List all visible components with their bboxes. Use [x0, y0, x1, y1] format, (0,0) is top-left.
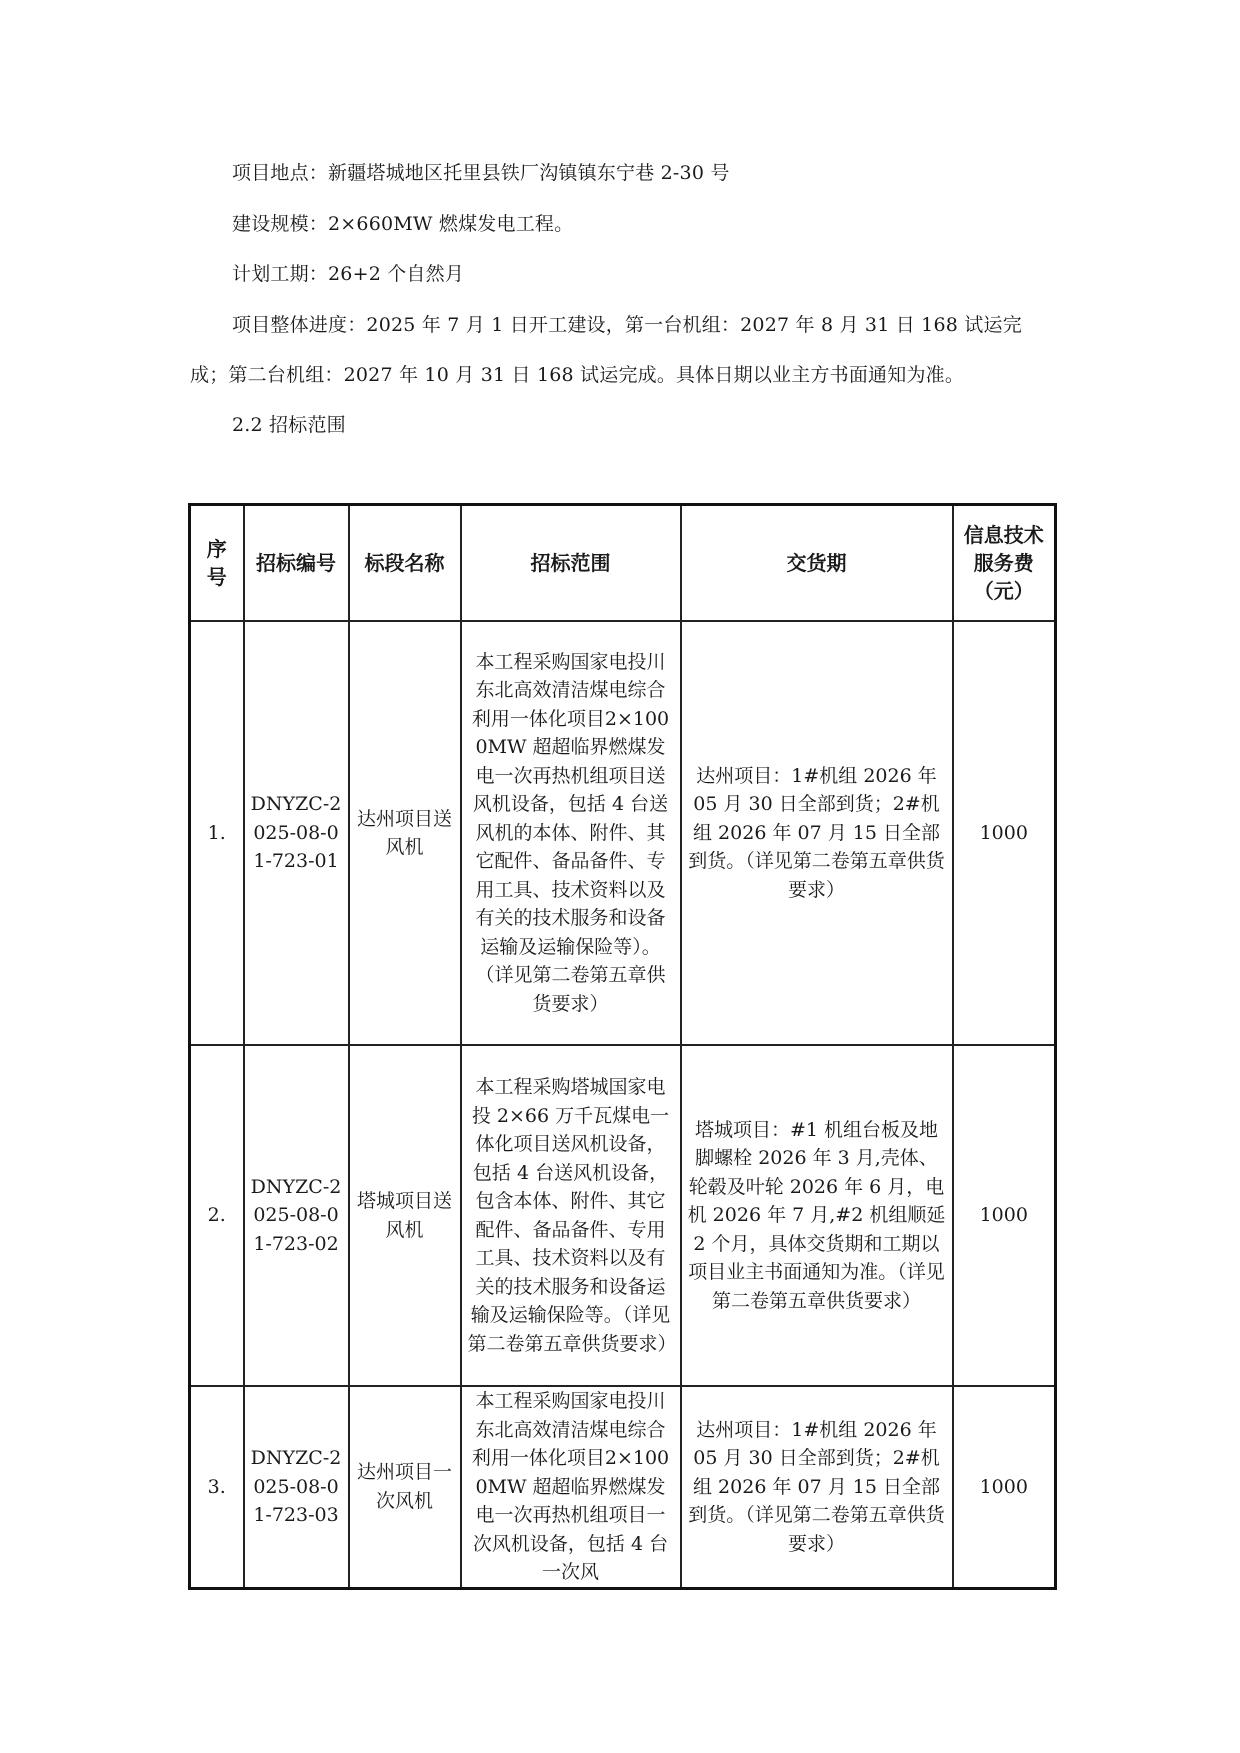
project-location: 项目地点：新疆塔城地区托里县铁厂沟镇镇东宁巷 2-30 号 [232, 162, 730, 184]
cell-delivery: 达州项目：1#机组 2026 年 05 月 30 日全部到货；2#机组 2026 年 07 月 15 日全部到货。（详见第二卷第五章供货要求） [681, 621, 953, 1045]
cell-delivery: 塔城项目：#1 机组台板及地脚螺栓 2026 年 3 月,壳体、轮毂及叶轮 2026 年 6 月，电机 2026 年 7 月,#2 机组顺延 2 个月，具体交货期和工期以项目业主书面通知为准。（详见第二卷第五章供货要求） [681, 1045, 953, 1386]
planned-period: 计划工期：26+2 个自然月 [232, 263, 465, 285]
cell-scope: 本工程采购国家电投川东北高效清洁煤电综合利用一体化项目2×1000MW 超超临界燃煤发电一次再热机组项目一次风机设备，包括 4 台一次风 [461, 1386, 681, 1588]
cell-fee: 1000 [953, 1045, 1056, 1386]
section-heading: 2.2 招标范围 [232, 414, 346, 436]
overall-progress-line-2: 成；第二台机组：2027 年 10 月 31 日 168 试运完成。具体日期以业主方书面通知为准。 [190, 364, 965, 386]
cell-name: 达州项目一次风机 [349, 1386, 461, 1588]
header-scope: 招标范围 [461, 505, 681, 622]
construction-scale: 建设规模：2×660MW 燃煤发电工程。 [232, 213, 574, 235]
cell-name: 塔城项目送风机 [349, 1045, 461, 1386]
cell-code: DNYZC-2025-08-01-723-02 [244, 1045, 349, 1386]
table-row [190, 621, 1056, 1045]
header-fee: 信息技术服务费（元） [953, 505, 1056, 622]
cell-delivery: 达州项目：1#机组 2026 年 05 月 30 日全部到货；2#机组 2026 年 07 月 15 日全部到货。（详见第二卷第五章供货要求） [681, 1386, 953, 1588]
cell-name: 达州项目送风机 [349, 621, 461, 1045]
bid-scope-table [188, 503, 1057, 1590]
cell-scope: 本工程采购塔城国家电投 2×66 万千瓦煤电一体化项目送风机设备，包括 4 台送风机设备，包含本体、附件、其它配件、备品备件、专用工具、技术资料以及有关的技术服务和设备运输及运输保险等。（详见第二卷第五章供货要求） [461, 1045, 681, 1386]
table-header-row [190, 505, 1056, 622]
cell-code: DNYZC-2025-08-01-723-01 [244, 621, 349, 1045]
cell-scope: 本工程采购国家电投川东北高效清洁煤电综合利用一体化项目2×1000MW 超超临界燃煤发电一次再热机组项目送风机设备，包括 4 台送风机的本体、附件、其它配件、备品备件、专用工具、技术资料以及有关的技术服务和设备运输及运输保险等）。（详见第二卷第五章供货要求） [461, 621, 681, 1045]
cell-no: 2. [190, 1045, 244, 1386]
cell-no: 3. [190, 1386, 244, 1588]
overall-progress-line-1: 项目整体进度：2025 年 7 月 1 日开工建设，第一台机组：2027 年 8 月 31 日 168 试运完 [232, 314, 1022, 336]
header-delivery: 交货期 [681, 505, 953, 622]
cell-no: 1. [190, 621, 244, 1045]
header-code: 招标编号 [244, 505, 349, 622]
table-row [190, 1386, 1056, 1588]
cell-fee: 1000 [953, 1386, 1056, 1588]
header-no: 序号 [190, 505, 244, 622]
cell-code: DNYZC-2025-08-01-723-03 [244, 1386, 349, 1588]
header-name: 标段名称 [349, 505, 461, 622]
table-row [190, 1045, 1056, 1386]
cell-fee: 1000 [953, 621, 1056, 1045]
